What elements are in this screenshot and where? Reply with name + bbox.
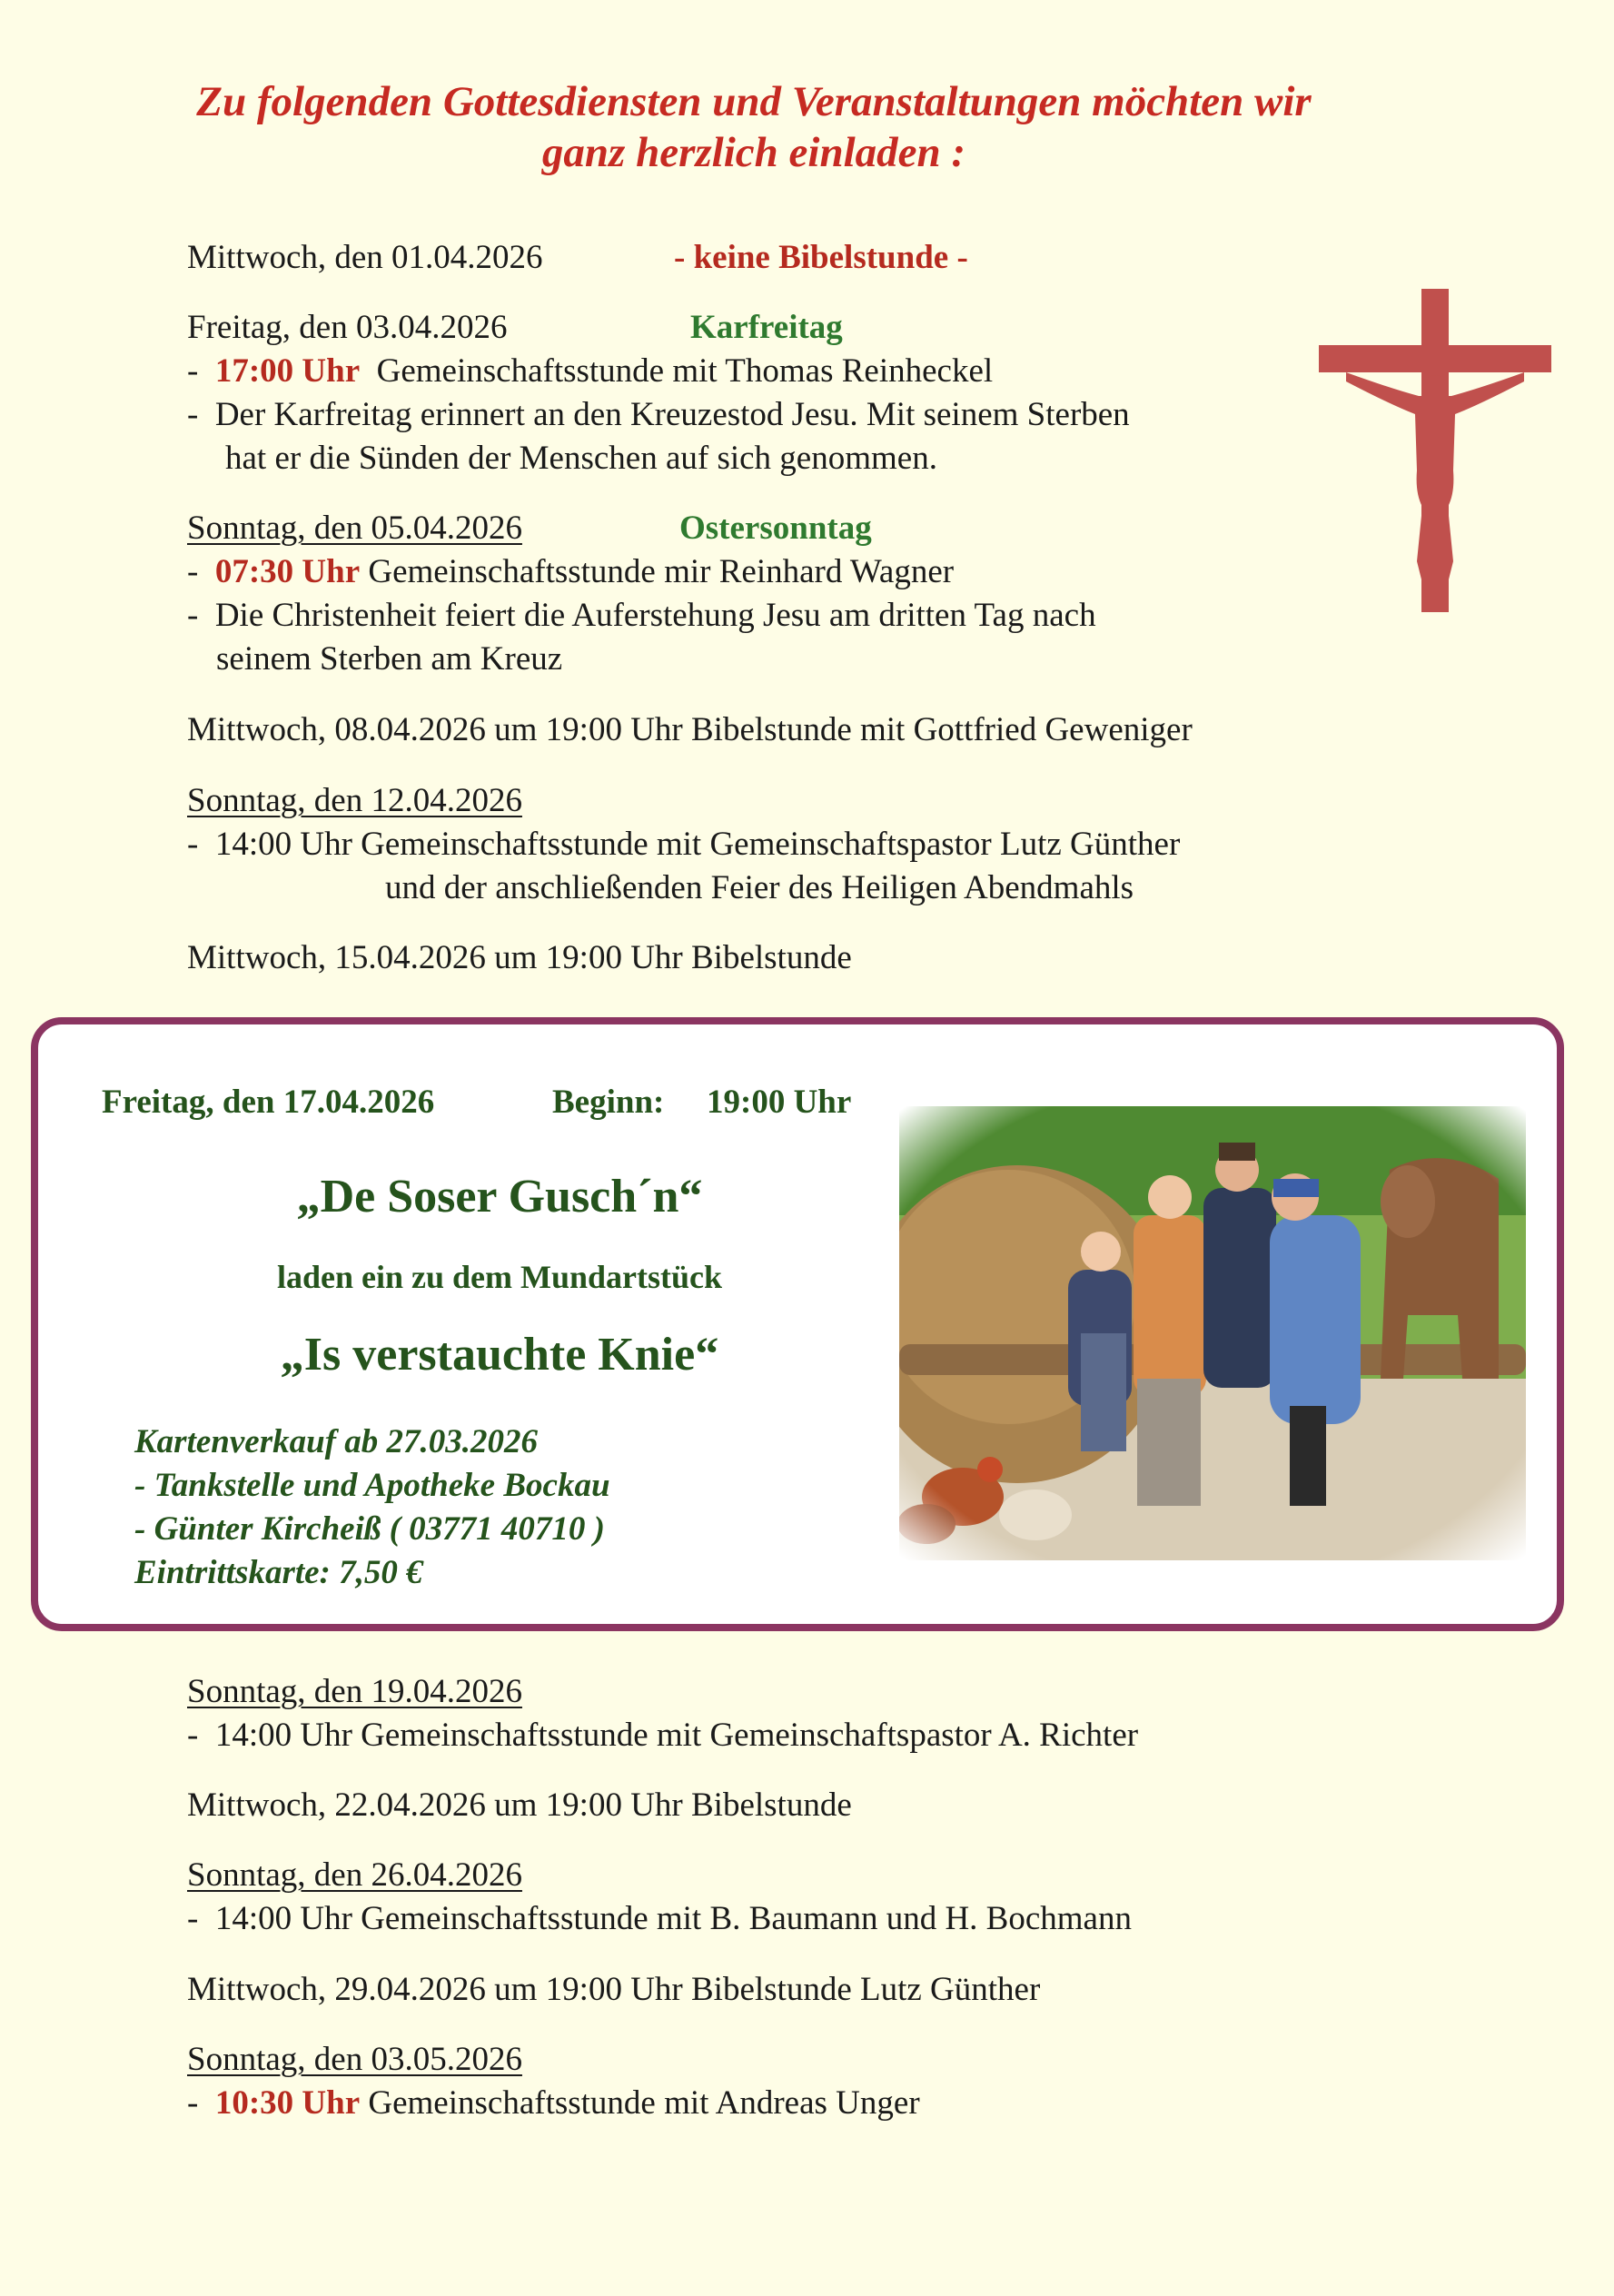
group-name: „De Soser Gusch´n“ — [296, 1171, 703, 1222]
event-line: Mittwoch, 29.04.2026 um 19:00 Uhr Bibelstunde Lutz Günther — [187, 1971, 1041, 2008]
event-title: Ostersonntag — [679, 510, 872, 547]
invite-text: laden ein zu dem Mundartstück — [276, 1259, 723, 1295]
event-detail-cont: und der anschließenden Feier des Heiligen Abendmahls — [385, 869, 1134, 906]
ticket-price: Eintrittskarte: 7,50 € — [134, 1554, 423, 1591]
event-text: 14:00 Uhr Gemeinschaftsstunde mit Gemeinschaftspastor Lutz Günther — [214, 826, 1181, 863]
event-line: Mittwoch, 15.04.2026 um 19:00 Uhr Bibelstunde — [187, 939, 852, 976]
event-desc-text: Die Christenheit feiert die Auferstehung Jesu am dritten Tag nach — [214, 597, 1096, 634]
event-date: Sonntag, den 03.05.2026 — [187, 2041, 522, 2078]
event-detail: - 17:00 Uhr Gemeinschaftsstunde mit Thomas Reinheckel — [187, 352, 994, 390]
event-detail: - 10:30 Uhr Gemeinschaftsstunde mit Andreas Unger — [187, 2084, 920, 2122]
group-photo — [899, 1106, 1526, 1560]
event-detail: - 07:30 Uhr Gemeinschaftsstunde mir Reinhard Wagner — [187, 553, 955, 590]
event-time: 17:00 Uhr — [214, 352, 361, 390]
event-line: Mittwoch, 22.04.2026 um 19:00 Uhr Bibelstunde — [187, 1786, 852, 1824]
event-date: Sonntag, den 12.04.2026 — [187, 782, 522, 819]
ticket-line: - Tankstelle und Apotheke Bockau — [134, 1467, 610, 1504]
event-line: Mittwoch, 08.04.2026 um 19:00 Uhr Bibelstunde mit Gottfried Geweniger — [187, 711, 1193, 748]
highlight-begin-label: Beginn: — [552, 1084, 665, 1121]
event-date: Sonntag, den 19.04.2026 — [187, 1673, 522, 1710]
page-subtitle: ganz herzlich einladen : — [541, 129, 966, 176]
event-text: Gemeinschaftsstunde mit Andreas Unger — [368, 2084, 920, 2122]
event-title: Karfreitag — [690, 309, 843, 346]
play-title: „Is verstauchte Knie“ — [280, 1329, 719, 1381]
event-time: 10:30 Uhr — [214, 2084, 361, 2122]
page-title: Zu folgenden Gottesdiensten und Veranstaltungen möchten wir — [196, 78, 1312, 125]
event-date: Mittwoch, den 01.04.2026 — [187, 239, 543, 276]
event-desc-cont: hat er die Sünden der Menschen auf sich genommen. — [225, 440, 937, 477]
highlight-date: Freitag, den 17.04.2026 — [102, 1084, 435, 1121]
highlight-begin-time: 19:00 Uhr — [707, 1084, 852, 1121]
event-date: Sonntag, den 05.04.2026 — [187, 510, 522, 547]
event-note: - keine Bibelstunde - — [674, 239, 968, 276]
event-desc-text: Der Karfreitag erinnert an den Kreuzestod Jesu. Mit seinem Sterben — [214, 396, 1130, 433]
event-time: 07:30 Uhr — [214, 553, 361, 590]
event-text: 14:00 Uhr Gemeinschaftsstunde mit B. Baumann und H. Bochmann — [214, 1900, 1132, 1937]
event-text: Gemeinschaftsstunde mit Thomas Reinheckel — [376, 352, 994, 390]
event-detail: - 14:00 Uhr Gemeinschaftsstunde mit Gemeinschaftspastor A. Richter — [187, 1717, 1139, 1754]
event-detail: - 14:00 Uhr Gemeinschaftsstunde mit B. Baumann und H. Bochmann — [187, 1900, 1132, 1937]
event-desc-cont: seinem Sterben am Kreuz — [216, 640, 563, 678]
event-text: Gemeinschaftsstunde mir Reinhard Wagner — [368, 553, 955, 590]
event-desc: - Der Karfreitag erinnert an den Kreuzestod Jesu. Mit seinem Sterben — [187, 396, 1130, 433]
ticket-line: - Günter Kircheiß ( 03771 40710 ) — [134, 1510, 605, 1548]
ticket-line: Kartenverkauf ab 27.03.2026 — [134, 1423, 538, 1460]
event-desc: - Die Christenheit feiert die Auferstehung Jesu am dritten Tag nach — [187, 597, 1096, 634]
event-detail: - 14:00 Uhr Gemeinschaftsstunde mit Gemeinschaftspastor Lutz Günther — [187, 826, 1181, 863]
crucifix-icon — [1319, 289, 1551, 612]
event-date: Sonntag, den 26.04.2026 — [187, 1856, 522, 1894]
event-date: Freitag, den 03.04.2026 — [187, 309, 508, 346]
event-text: 14:00 Uhr Gemeinschaftsstunde mit Gemeinschaftspastor A. Richter — [214, 1717, 1139, 1754]
